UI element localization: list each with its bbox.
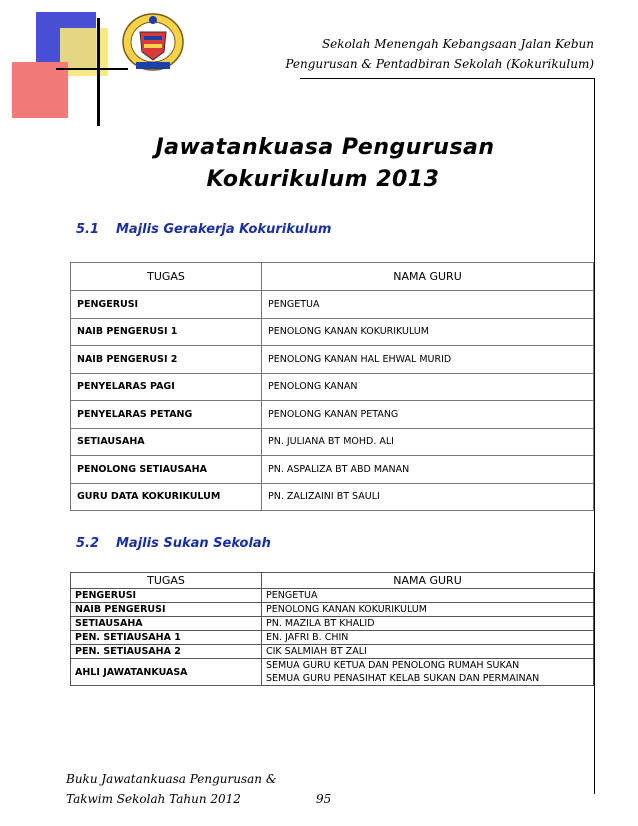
table-row	[71, 483, 594, 511]
column-header-tugas: TUGAS	[71, 573, 262, 589]
section-number: 5.1	[76, 222, 100, 237]
role-cell: PENYELARAS PETANG	[71, 401, 262, 429]
committee-table-sukan	[70, 572, 594, 686]
page-title-line2: Kokurikulum 2013	[206, 167, 440, 192]
role-cell: SETIAUSAHA	[71, 617, 262, 631]
decor-horizontal-line	[56, 68, 128, 70]
decor-vertical-line	[97, 18, 100, 126]
table-row	[71, 603, 594, 617]
role-cell: NAIB PENGERUSI 2	[71, 346, 262, 374]
teacher-cell: PENGETUA	[262, 589, 594, 603]
role-cell: PENGERUSI	[71, 589, 262, 603]
teacher-cell: EN. JAFRI B. CHIN	[262, 631, 594, 645]
teacher-cell: PN. ASPALIZA BT ABD MANAN	[262, 456, 594, 484]
teacher-cell: PN. MAZILA BT KHALID	[262, 617, 594, 631]
role-cell: AHLI JAWATANKUASA	[71, 659, 262, 686]
committee-table-gerakerja	[70, 262, 594, 511]
table-header-row	[71, 263, 594, 291]
teacher-line: SEMUA GURU KETUA DAN PENOLONG RUMAH SUKAN	[266, 660, 520, 671]
table-row	[71, 456, 594, 484]
teacher-cell: PENOLONG KANAN	[262, 373, 594, 401]
page-title-line1: Jawatankuasa Pengurusan	[155, 135, 495, 160]
teacher-cell	[262, 659, 594, 686]
role-cell: PENOLONG SETIAUSAHA	[71, 456, 262, 484]
table-row	[71, 617, 594, 631]
decor-pink-square	[12, 62, 68, 118]
document-subtitle: Pengurusan & Pentadbiran Sekolah (Kokurikulum)	[285, 57, 594, 71]
column-header-nama-guru: NAMA GURU	[262, 573, 594, 589]
school-crest-logo	[120, 10, 186, 74]
teacher-cell: PENOLONG KANAN HAL EHWAL MURID	[262, 346, 594, 374]
role-cell: PEN. SETIAUSAHA 2	[71, 645, 262, 659]
teacher-cell: PENOLONG KANAN KOKURIKULUM	[262, 603, 594, 617]
page-number: 95	[316, 792, 332, 806]
table-row	[71, 428, 594, 456]
teacher-cell: PN. JULIANA BT MOHD. ALI	[262, 428, 594, 456]
role-cell: GURU DATA KOKURIKULUM	[71, 483, 262, 511]
section-title: Majlis Gerakerja Kokurikulum	[116, 222, 332, 237]
table-row	[71, 346, 594, 374]
school-name: Sekolah Menengah Kebangsaan Jalan Kebun	[321, 37, 594, 51]
role-cell: PENYELARAS PAGI	[71, 373, 262, 401]
teacher-line: SEMUA GURU PENASIHAT KELAB SUKAN DAN PERMAINAN	[266, 673, 540, 684]
teacher-cell: PN. ZALIZAINI BT SAULI	[262, 483, 594, 511]
footer-book-subtitle: Takwim Sekolah Tahun 2012	[66, 792, 241, 806]
role-cell: PEN. SETIAUSAHA 1	[71, 631, 262, 645]
section-heading	[76, 536, 271, 551]
teacher-cell: CIK SALMIAH BT ZALI	[262, 645, 594, 659]
column-header-tugas: TUGAS	[71, 263, 262, 291]
table-row	[71, 291, 594, 319]
column-header-nama-guru: NAMA GURU	[262, 263, 594, 291]
role-cell: PENGERUSI	[71, 291, 262, 319]
teacher-cell: PENOLONG KANAN PETANG	[262, 401, 594, 429]
teacher-cell: PENOLONG KANAN KOKURIKULUM	[262, 318, 594, 346]
teacher-cell: PENGETUA	[262, 291, 594, 319]
role-cell: NAIB PENGERUSI	[71, 603, 262, 617]
section-number: 5.2	[76, 536, 100, 551]
header-divider	[300, 78, 595, 79]
table-header-row	[71, 573, 594, 589]
section-title: Majlis Sukan Sekolah	[116, 536, 271, 551]
table-row	[71, 318, 594, 346]
table-row	[71, 631, 594, 645]
table-row	[71, 589, 594, 603]
role-cell: NAIB PENGERUSI 1	[71, 318, 262, 346]
footer-book-title: Buku Jawatankuasa Pengurusan &	[66, 772, 277, 786]
role-cell: SETIAUSAHA	[71, 428, 262, 456]
table-row	[71, 373, 594, 401]
table-row	[71, 659, 594, 686]
table-row	[71, 645, 594, 659]
section-heading	[76, 222, 331, 237]
table-row	[71, 401, 594, 429]
